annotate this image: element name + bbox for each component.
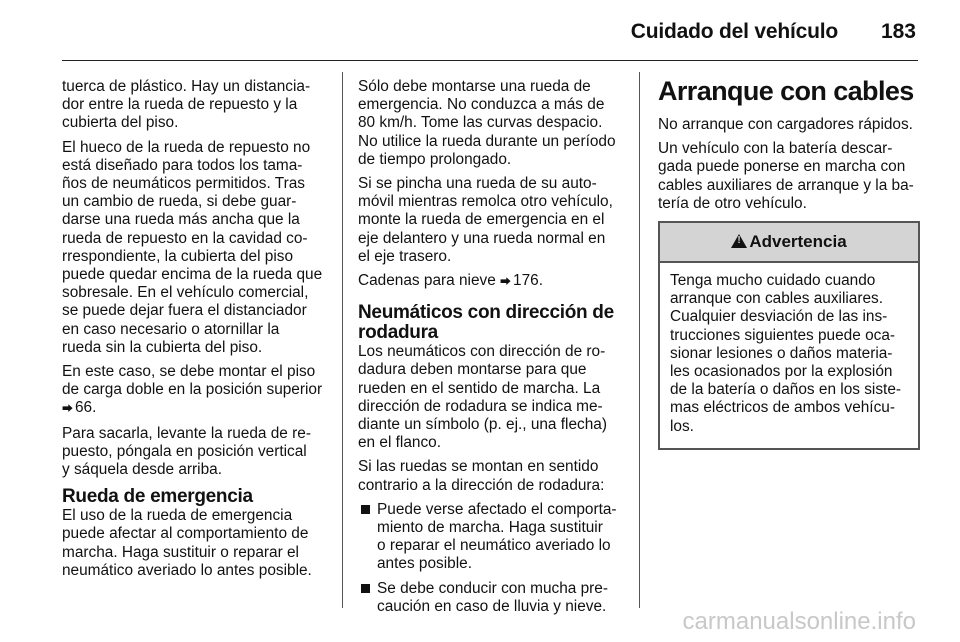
paragraph: Si se pincha una rueda de su auto- móvil mientras remolca otro vehículo, monte la rueda de emergencia en el eje delantero y una rueda normal en el eje trasero. [358,175,613,265]
paragraph [62,363,326,419]
paragraph: Para sacarla, levante la rueda de re- puesto, póngala en posición vertical y sáquela desde arriba. [62,424,311,479]
warning-header [660,223,918,263]
column-divider-1 [342,72,343,608]
paragraph: Los neumáticos con dirección de ro- dadura deben montarse para que rueden en el sentido de marcha. La dirección de rodadura se indica me- diante un símbolo (p. ej., una flecha) en el flanco. [358,343,607,452]
column-divider-2 [639,72,640,608]
list-item-text: Se debe conducir con mucha pre- caución en caso de lluvia y nieve. [377,579,608,615]
paragraph: Un vehículo con la batería descar- gada puede ponerse en marcha con cables auxiliares de arranque y la ba- tería de otro vehículo. [658,140,914,212]
page-ref-link[interactable]: ⮕ 176. [500,272,543,289]
column-3 [658,78,920,450]
warning-text: Tenga mucho cuidado cuando arranque con cables auxiliares. Cualquier desviación de las ins- trucciones siguientes puede oca- sionar lesiones o daños materia- les ocasionados por la explosión de la batería o daños en los siste- mas eléctricos de ambos vehícu- los. [670,272,902,435]
section-heading-neumaticos: Neumáticos con dirección de rodadura [358,302,614,344]
warning-box [658,221,920,450]
paragraph: Sólo debe montarse una rueda de emergencia. No conduzca a más de 80 km/h. Tome las curvas despacio. No utilice la rueda durante un período de tiempo prolongado. [358,78,616,168]
square-bullet-icon [361,505,370,514]
page-number: 183 [880,20,916,43]
paragraph: tuerca de plástico. Hay un distancia- dor entre la rueda de repuesto y la cubierta del piso. [62,78,311,132]
paragraph: El uso de la rueda de emergencia puede afectar al comportamiento de marcha. Haga sustituir o reparar el neumático averiado lo antes posible. [62,507,312,579]
warning-triangle-icon [731,234,747,248]
paragraph-text: Cadenas para nieve [358,272,496,290]
bullet-list [358,501,624,616]
list-item [358,501,624,574]
list-item-text: Puede verse afectado el comporta- miento de marcha. Haga sustituir o reparar el neumático averiado lo antes posible. [377,500,617,573]
paragraph: No arranque con cargadores rápidos. [658,116,913,133]
paragraph: Si las ruedas se montan en sentido contrario a la dirección de rodadura: [358,458,605,494]
column-1 [62,78,326,586]
section-heading-rueda-emergencia: Rueda de emergencia [62,486,253,508]
watermark: carmanualsonline.info [682,608,916,635]
paragraph-text: En este caso, se debe montar el piso de carga doble en la posición superior [62,363,323,399]
page-header-title: Cuidado del vehículo [630,20,838,43]
warning-title: Advertencia [749,231,847,251]
header-rule [62,60,918,61]
list-item [358,580,624,616]
section-heading-arranque: Arranque con cables [658,76,914,106]
paragraph [358,272,624,291]
page-ref-link[interactable]: ⮕ 66. [62,399,96,416]
square-bullet-icon [361,584,370,593]
paragraph: El hueco de la rueda de repuesto no está diseñado para todos los tama- ños de neumáticos permitidos. Tras un cambio de rueda, si debe guar- darse una rueda más ancha que la rueda de repuesto en la cavidad co- rrespondiente, la cubierta del piso puede quedar encima de la rueda que sobresale. En el vehículo comercial, se puede dejar fuera el distanciador en caso necesario o atornillar la rueda sin la cubierta del piso. [62,138,323,356]
column-2 [358,78,624,622]
